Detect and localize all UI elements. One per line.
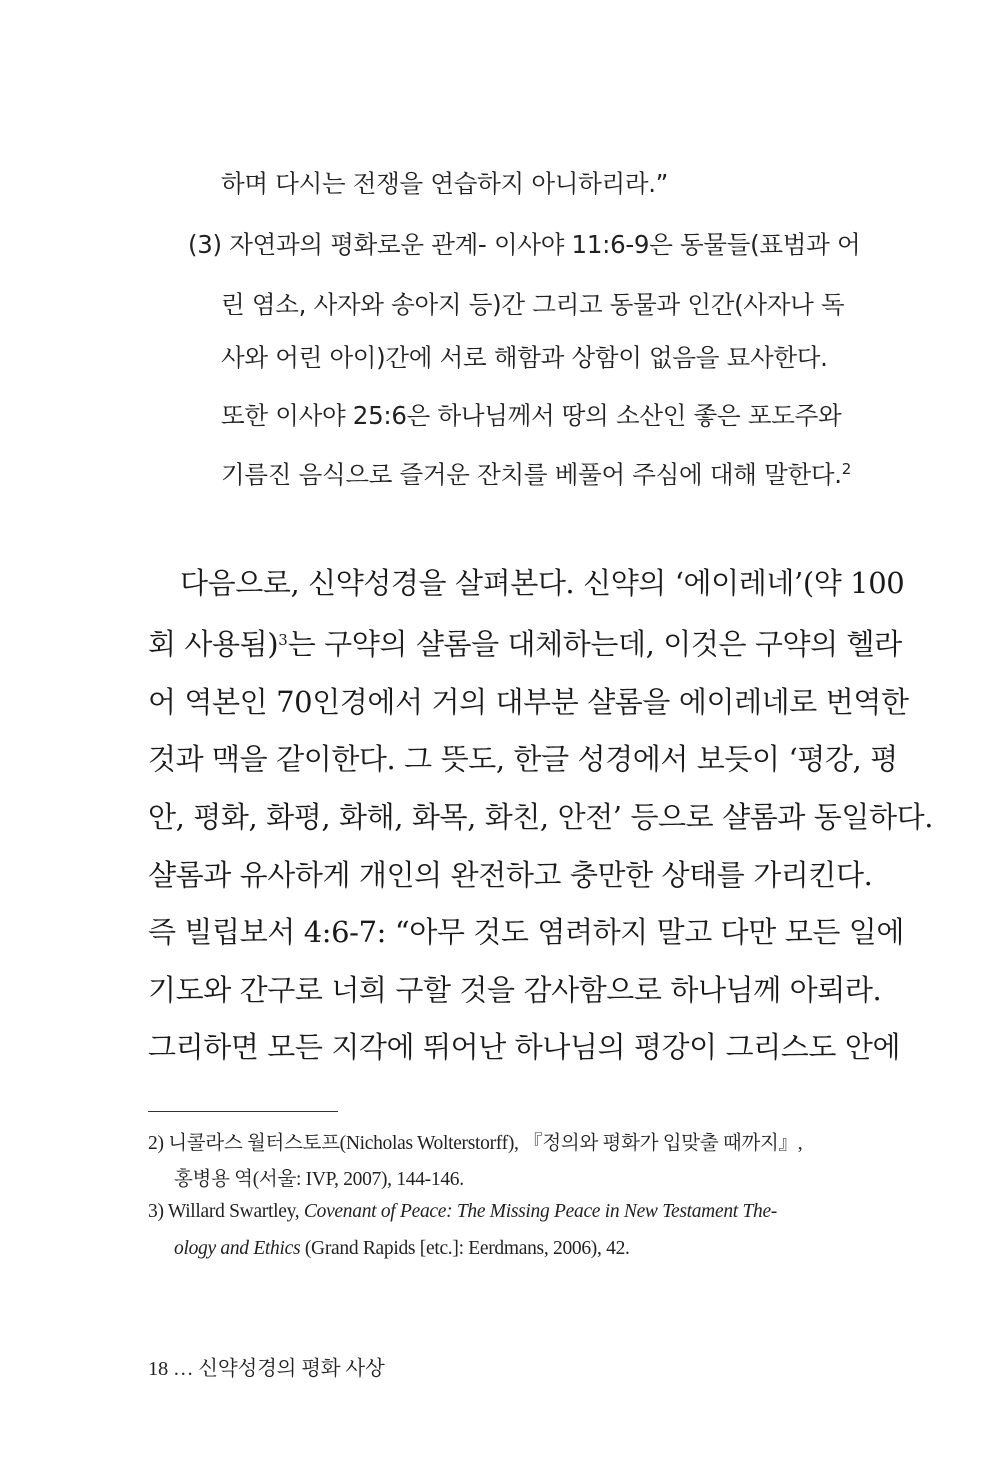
footnote-3-line-2 bbox=[174, 1238, 630, 1260]
body-line-7: 즉 빌립보서 4:6-7: “아무 것도 염려하지 말고 다만 모든 일에 bbox=[148, 915, 904, 949]
footnote-divider bbox=[148, 1111, 338, 1112]
quote-line-2: (3) 자연과의 평화로운 관계- 이사야 11:6-9은 동물들(표범과 어 bbox=[188, 230, 861, 259]
body-line-5: 안, 평화, 화평, 화해, 화목, 화친, 안전’ 등으로 샬롬과 동일하다. bbox=[148, 800, 934, 834]
quote-line-4: 사와 어린 아이)간에 서로 해함과 상함이 없음을 묘사한다. bbox=[221, 343, 828, 372]
body-line-3: 어 역본인 70인경에서 거의 대부분 샬롬을 에이레네로 번역한 bbox=[148, 685, 909, 719]
body-line-2-pre: 회 사용됨) bbox=[148, 627, 279, 661]
body-line-6: 샬롬과 유사하게 개인의 완전하고 충만한 상태를 가리킨다. bbox=[148, 858, 873, 892]
footnote-3-line-1 bbox=[148, 1201, 777, 1223]
body-line-4: 것과 맥을 같이한다. 그 뜻도, 한글 성경에서 보듯이 ‘평강, 평 bbox=[148, 742, 898, 776]
folio-separator: … bbox=[168, 1358, 199, 1380]
footnote-3-publication: (Grand Rapids [etc.]: Eerdmans, 2006), 42. bbox=[300, 1238, 630, 1259]
footnote-2-line-1: 2) 니콜라스 월터스토프(Nicholas Wolterstorff), 『정의와 평화가 입맞출 때까지』, bbox=[148, 1133, 803, 1154]
quote-line-3: 린 염소, 사자와 송아지 등)간 그리고 동물과 인간(사자나 독 bbox=[221, 290, 845, 319]
quote-line-5: 또한 이사야 25:6은 하나님께서 땅의 소산인 좋은 포도주와 bbox=[221, 401, 842, 430]
body-line-2-post: 는 구약의 샬롬을 대체하는데, 이것은 구약의 헬라 bbox=[287, 627, 902, 661]
page-number: 18 bbox=[148, 1358, 169, 1380]
quote-line-1: 하며 다시는 전쟁을 연습하지 아니하리라.” bbox=[221, 169, 669, 198]
body-line-8: 기도와 간구로 너희 구할 것을 감사함으로 하나님께 아뢰라. bbox=[148, 973, 882, 1007]
page-folio bbox=[148, 1351, 385, 1381]
footnote-3-author: 3) Willard Swartley, bbox=[148, 1201, 304, 1222]
body-line-9: 그리하면 모든 지각에 뛰어난 하나님의 평강이 그리스도 안에 bbox=[148, 1030, 901, 1064]
quote-line-6 bbox=[221, 456, 851, 491]
running-title: 신약성경의 평화 사상 bbox=[198, 1358, 385, 1380]
footnote-2-line-2: 홍병용 역(서울: IVP, 2007), 144-146. bbox=[174, 1169, 464, 1190]
body-line-2 bbox=[148, 622, 902, 663]
body-line-1: 다음으로, 신약성경을 살펴본다. 신약의 ‘에이레네’(약 100 bbox=[180, 566, 905, 600]
footnote-ref-2[interactable]: 2 bbox=[841, 460, 852, 478]
footnote-3-title-part-1: Covenant of Peace: The Missing Peace in New Testament The- bbox=[303, 1201, 778, 1222]
footnote-3-title-part-2: ology and Ethics bbox=[174, 1238, 301, 1259]
quote-line-6-text: 기름진 음식으로 즐거운 잔치를 베풀어 주심에 대해 말한다. bbox=[221, 460, 842, 489]
footnote-ref-3[interactable]: 3 bbox=[278, 631, 288, 649]
